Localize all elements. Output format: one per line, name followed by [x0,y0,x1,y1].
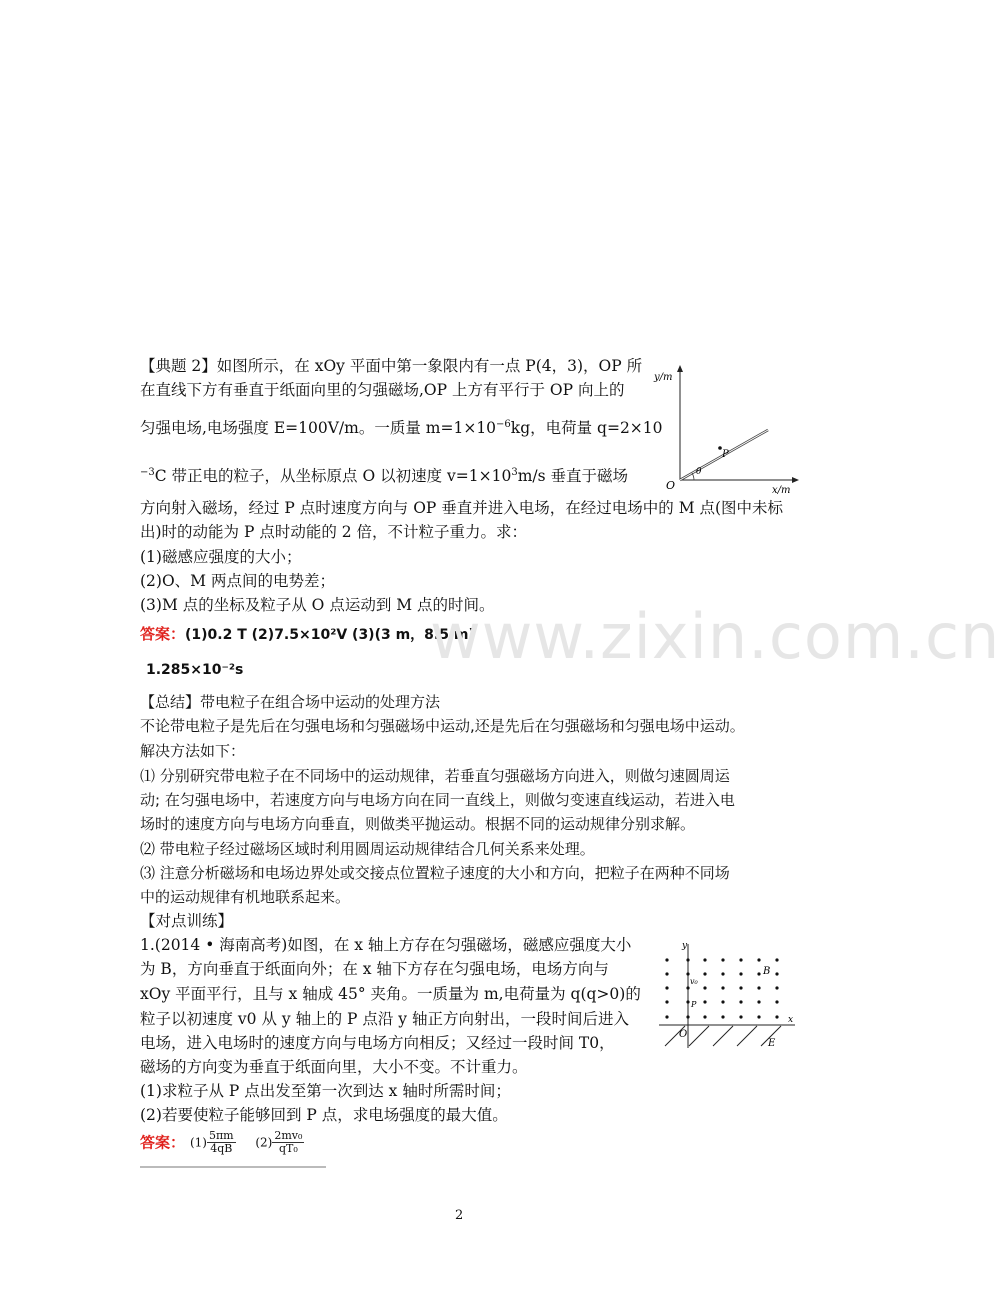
efield-line [737,1026,757,1046]
field-dot [739,1015,742,1018]
example2-answer-line2: 1.285×10⁻²s [146,662,244,678]
field-dot [686,972,689,975]
page-number: 2 [455,1208,464,1223]
field-dot [775,958,778,961]
field-dot [721,1015,724,1018]
field-dot [665,972,668,975]
summary-p3b: 动; 在匀强电场中，若速度方向与电场方向在同一直线上，则做匀变速直线运动，若进入电 [140,791,735,809]
field-dot [703,986,706,989]
field-dot [757,972,760,975]
practice-question2: (2)若要使粒子能够回到 P 点，求电场强度的最大值。 [140,1106,508,1124]
summary-p3a: ⑴ 分别研究带电粒子在不同场中的运动规律，若垂直匀强磁场方向进入，则做匀速圆周运 [140,767,730,785]
summary-title: 【总结】带电粒子在组合场中运动的处理方法 [140,693,441,711]
field-dot [703,1000,706,1003]
practice-line6: 磁场的方向变为垂直于纸面向里，大小不变。不计重力。 [140,1058,528,1076]
practice-answer-label: 答案： [140,1133,186,1152]
field-dot [703,958,706,961]
summary-p2: 解决方法如下： [140,742,246,760]
field-dot [739,958,742,961]
field-dot [665,1000,668,1003]
practice-answer: 答案： (1) $\frac{5\pi m}{4qB}$ (2) $\frac{\text{2mv₀}}{\text{qT₀}}$ [140,1130,326,1168]
example2-line2: 在直线下方有垂直于纸面向里的匀强磁场,OP 上方有平行于 OP 向上的 [140,381,625,399]
answer1-fraction: $\frac{5\pi m}{4qB}$ [208,1129,234,1155]
summary-p5b: 中的运动规律有机地联系起来。 [140,888,351,906]
summary-p5a: ⑶ 注意分析磁场和电场边界处或交接点位置粒子速度的大小和方向，把粒子在两种不同场 [140,864,730,882]
fig2-origin: O [679,1029,688,1040]
summary-p3c: 场时的速度方向与电场方向垂直，则做类平抛运动。根据不同的运动规律分别求解。 [140,815,696,833]
answer2-fraction: $\frac{\text{2mv₀}}{\text{qT₀}}$ [274,1129,303,1155]
example2-line3: 匀强电场,电场强度 E=100V/m。一质量 $m=1\times 10^{-6}kg$，电荷量 q=2×10 [140,418,663,437]
field-dot [665,1015,668,1018]
efield-line [713,1026,733,1046]
field-dot [721,958,724,961]
fig1-origin: O [666,479,676,492]
fig1-ylabel: y/m [654,372,673,383]
field-dot [686,1000,689,1003]
fig2-x: x [788,1015,794,1025]
example2-figure [650,362,810,496]
practice-line4: 粒子以初速度 v0 从 y 轴上的 P 点沿 y 轴正方向射出，一段时间后进入 [140,1010,629,1028]
practice-line5: 电场，进入电场时的速度方向与电场方向相反；又经过一段时间 T0， [140,1034,615,1052]
answer-label: 答案： [140,625,186,643]
fig1-angle: θ [696,467,702,477]
field-dot [665,986,668,989]
example2-answer: 答案：(1)0.2 T (2)7.5×10²V (3)(3 m，8.5 m) [140,625,475,643]
field-dot [721,972,724,975]
field-dot [686,958,689,961]
example2-line6: 出)时的动能为 P 点时动能的 2 倍，不计粒子重力。求： [140,523,528,541]
field-dot [775,1015,778,1018]
field-dot [757,1015,760,1018]
fig2-p-label: P [691,1000,697,1009]
example2-question1: (1)磁感应强度的大小； [140,548,302,566]
field-dot [739,972,742,975]
field-dot [739,986,742,989]
practice-figure [655,940,800,1052]
example2-question2: (2)O、M 两点间的电势差； [140,572,335,590]
summary-p4: ⑵ 带电粒子经过磁场区域时利用圆周运动规律结合几何关系来处理。 [140,840,595,858]
fig2-v0-label: v₀ [690,977,698,986]
fig2-e-label: E [768,1038,776,1049]
field-dot [757,986,760,989]
field-dot [739,1000,742,1003]
example2-question3: (3)M 点的坐标及粒子从 O 点运动到 M 点的时间。 [140,596,495,614]
field-dot [721,986,724,989]
practice-question1: (1)求粒子从 P 点出发至第一次到达 x 轴时所需时间； [140,1082,511,1100]
example2-line5: 方向射入磁场，经过 P 点时速度方向与 OP 垂直并进入电场，在经过电场中的 M 点(图中未标 [140,499,784,517]
fig1-xlabel: x/m [772,485,791,496]
field-dot [721,1000,724,1003]
fig2-b-label: B [763,966,771,977]
practice-line2: 为 B，方向垂直于纸面向外；在 x 轴下方存在匀强电场，电场方向与 [140,960,609,978]
field-dot [665,958,668,961]
efield-line [689,1026,709,1046]
example2-line4: $^{-3}$C 带正电的粒子，从坐标原点 O 以初速度 $v=1\times 10^3m/s$ 垂直于磁场 [140,466,629,485]
field-dot [703,1015,706,1018]
field-dot [686,986,689,989]
fig1-point-label: P [722,449,729,460]
field-dot [757,1000,760,1003]
field-dot [775,1000,778,1003]
practice-title: 【对点训练】 [140,912,234,930]
field-dot [686,1015,689,1018]
field-dot [703,972,706,975]
summary-p1: 不论带电粒子是先后在匀强电场和匀强磁场中运动,还是先后在匀强磁场和匀强电场中运动。 [140,717,745,735]
field-dot [775,986,778,989]
watermark: www.zixin.com.cn [430,600,1000,673]
field-dot [757,958,760,961]
practice-line1: 1.(2014 • 海南高考)如图，在 x 轴上方存在匀强磁场，磁感应强度大小 [140,936,632,954]
fig2-y: y [682,941,688,951]
field-dot [775,972,778,975]
example2-line1: 【典题 2】如图所示，在 xOy 平面中第一象限内有一点 P(4，3)，OP 所 [140,357,643,375]
practice-line3: xOy 平面平行，且与 x 轴成 45° 夹角。一质量为 m,电荷量为 q(q>0)的 [140,985,641,1003]
